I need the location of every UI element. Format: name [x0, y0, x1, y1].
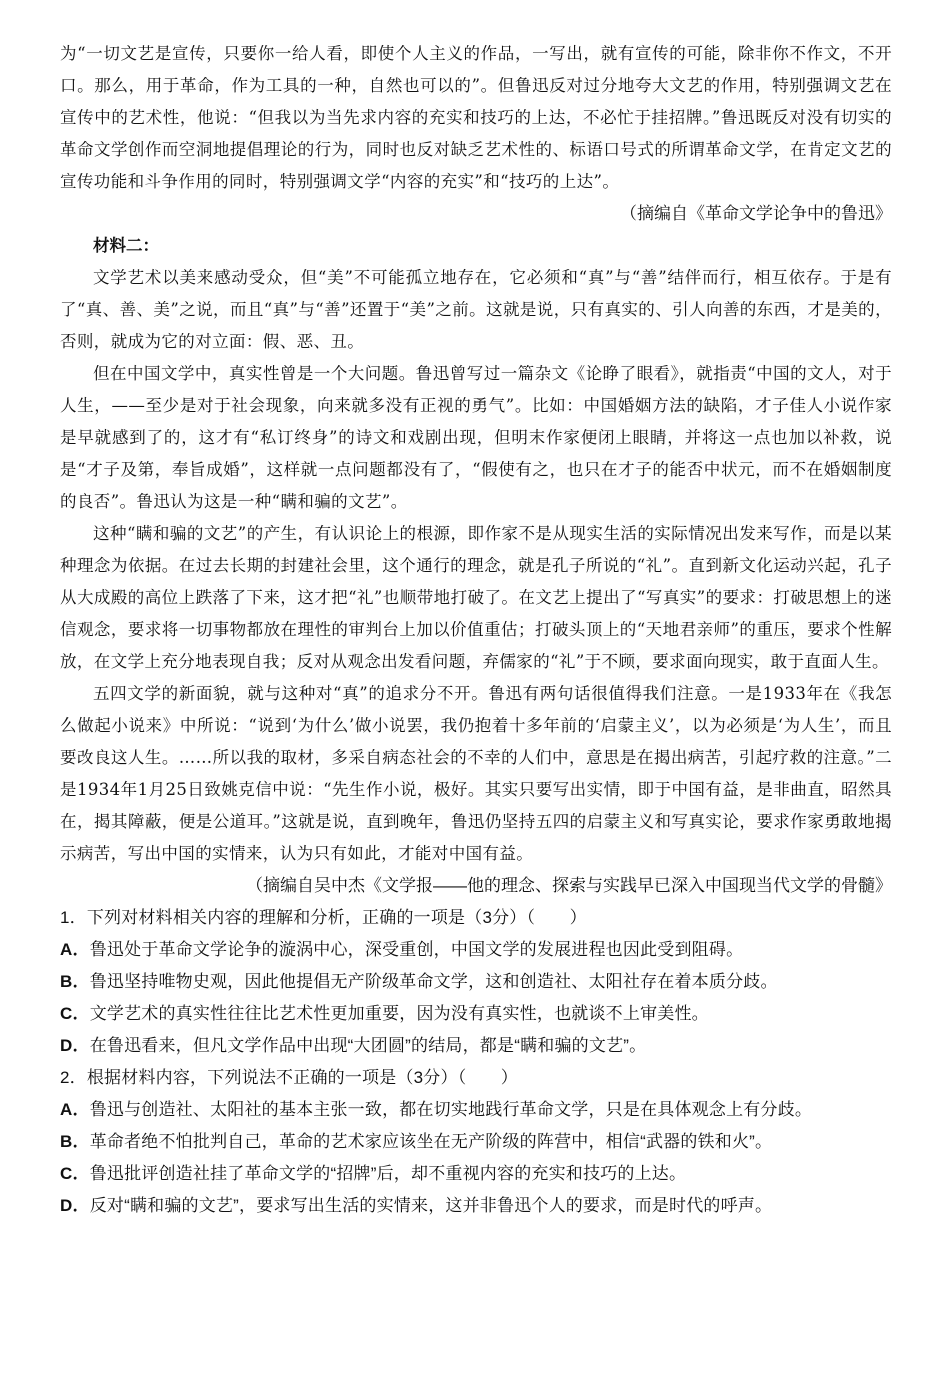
question-2-option-a: [60, 1094, 892, 1126]
question-2-stem: 2．根据材料内容，下列说法不正确的一项是（3分）（ ）: [60, 1068, 519, 1087]
material2-paragraph-1: 文学艺术以美来感动受众，但“美”不可能孤立地存在，它必须和“真”与“善”结伴而行，相互依存。于是有了“真、善、美”之说，而且“真”与“善”还置于“美”之前。这就是说，只有真实的、引人向善的东西，才是美的，否则，就成为它的对立面：假、恶、丑。: [60, 268, 892, 351]
material2-source: （摘编自吴中杰《文学报——他的理念、探索与实践早已深入中国现当代文学的骨髓》: [246, 876, 892, 895]
question-1-stem: 1．下列对材料相关内容的理解和分析，正确的一项是（3分）（ ）: [60, 908, 587, 927]
question-1-option-a: [60, 934, 892, 966]
question-1-option-c: [60, 998, 892, 1030]
option-text: 鲁迅处于革命文学论争的漩涡中心，深受重创，中国文学的发展进程也因此受到阻碍。: [89, 940, 744, 959]
question-1-option-d: [60, 1030, 892, 1062]
material2-paragraph-4: 五四文学的新面貌，就与这种对“真”的追求分不开。鲁迅有两句话很值得我们注意。一是1933年在《我怎么做起小说来》中所说：“说到‘为什么’做小说罢，我仍抱着十多年前的‘启蒙主义’，以为必须是‘为人生’，而且要改良这人生。……所以我的取材，多采自病态社会的不幸的人们中，意思是在揭出病苦，引起疗救的注意。”二是1934年1月25日致姚克信中说：“先生作小说，极好。其实只要写出实情，即于中国有益，是非曲直，昭然具在，揭其障蔽，便是公道耳。”这就是说，直到晚年，鲁迅仍坚持五四的启蒙主义和写真实论，要求作家勇敢地揭示病苦，写出中国的实情来，认为只有如此，才能对中国有益。: [60, 684, 892, 863]
option-letter: C．: [60, 1004, 90, 1023]
question-1-option-b: [60, 966, 892, 998]
material1-tail-paragraph: 为“一切文艺是宣传，只要你一给人看，即使个人主义的作品，一写出，就有宣传的可能，除非你不作文，不开口。那么，用于革命，作为工具的一种，自然也可以的”。但鲁迅反对过分地夸大文艺的作用，特别强调文艺在宣传中的艺术性，他说：“但我以为当先求内容的充实和技巧的上达，不必忙于挂招牌。”鲁迅既反对没有切实的革命文学创作而空洞地提倡理论的行为，同时也反对缺乏艺术性的、标语口号式的所谓革命文学，在肯定文艺的宣传功能和斗争作用的同时，特别强调文学“内容的充实”和“技巧的上达”。: [60, 44, 892, 191]
material2-paragraph-2: 但在中国文学中，真实性曾是一个大问题。鲁迅曾写过一篇杂文《论睁了眼看》，就指责“中国的文人，对于人生，——至少是对于社会现象，向来就多没有正视的勇气”。比如：中国婚姻方法的缺陷，才子佳人小说作家是早就感到了的，这才有“私订终身”的诗文和戏剧出现，但明末作家便闭上眼睛，并将这一点也加以补救，说是“才子及第，奉旨成婚”，这样就一点问题都没有了，“假使有之，也只在才子的能否中状元，而不在婚姻制度的良否”。鲁迅认为这是一种“瞒和骗的文艺”。: [60, 364, 892, 511]
option-letter: D．: [60, 1196, 90, 1215]
option-letter: C．: [60, 1164, 90, 1183]
option-text: 鲁迅与创造社、太阳社的基本主张一致，都在切实地践行革命文学，只是在具体观念上有分歧。: [89, 1100, 813, 1119]
question-2: [60, 1062, 892, 1222]
material2-heading: 材料二：: [93, 236, 159, 255]
option-text: 鲁迅批评创造社挂了革命文学的“招牌”后，却不重视内容的充实和技巧的上达。: [89, 1164, 687, 1183]
question-2-option-b: [60, 1126, 892, 1158]
option-letter: B．: [60, 972, 90, 991]
option-text: 反对“瞒和骗的文艺”，要求写出生活的实情来，这并非鲁迅个人的要求，而是时代的呼声。: [89, 1196, 773, 1215]
exam-page: [60, 38, 892, 1222]
question-2-option-d: [60, 1190, 892, 1222]
question-1: [60, 902, 892, 1062]
option-text: 在鲁迅看来，但凡文学作品中出现“大团圆”的结局，都是“瞒和骗的文艺”。: [89, 1036, 647, 1055]
option-letter: A．: [60, 1100, 90, 1119]
material1-source: （摘编自《革命文学论争中的鲁迅》: [620, 204, 892, 223]
option-text: 文学艺术的真实性往往比艺术性更加重要，因为没有真实性，也就谈不上审美性。: [89, 1004, 709, 1023]
option-letter: D．: [60, 1036, 90, 1055]
material2-paragraph-3: 这种“瞒和骗的文艺”的产生，有认识论上的根源，即作家不是从现实生活的实际情况出发来写作，而是以某种理念为依据。在过去长期的封建社会里，这个通行的理念，就是孔子所说的“礼”。直到新文化运动兴起，孔子从大成殿的高位上跌落了下来，这才把“礼”也顺带地打破了。在文艺上提出了“写真实”的要求：打破思想上的迷信观念，要求将一切事物都放在理性的审判台上加以价值重估；打破头顶上的“天地君亲师”的重压，要求个性解放，在文学上充分地表现自我；反对从观念出发看问题，弃儒家的“礼”于不顾，要求面向现实，敢于直面人生。: [60, 524, 892, 671]
option-letter: A．: [60, 940, 90, 959]
option-text: 鲁迅坚持唯物史观，因此他提倡无产阶级革命文学，这和创造社、太阳社存在着本质分歧。: [89, 972, 778, 991]
question-2-option-c: [60, 1158, 892, 1190]
option-text: 革命者绝不怕批判自己，革命的艺术家应该坐在无产阶级的阵营中，相信“武器的铁和火”。: [89, 1132, 773, 1151]
option-letter: B．: [60, 1132, 90, 1151]
